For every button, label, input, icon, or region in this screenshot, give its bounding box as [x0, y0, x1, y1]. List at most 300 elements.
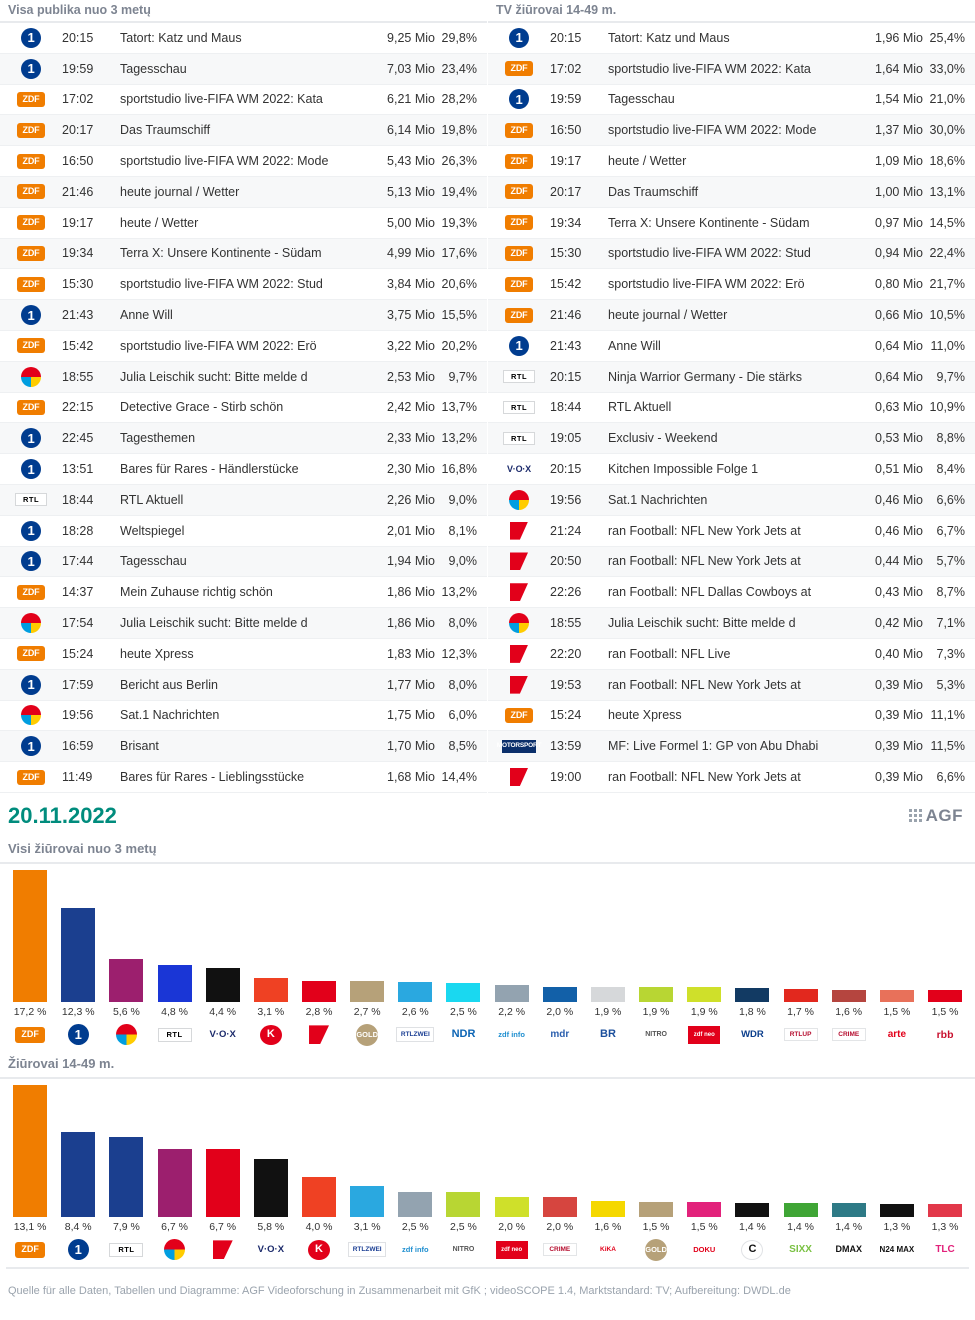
- table-row[interactable]: [488, 393, 975, 424]
- bar: [832, 990, 866, 1002]
- gold-logo-icon: GOLD: [356, 1024, 378, 1046]
- row-viewers: 0,63 Mio: [875, 400, 923, 415]
- ard-logo-icon: 1: [21, 459, 41, 479]
- table-header-all: Visa publika nuo 3 metų: [0, 0, 487, 23]
- row-viewers: 0,39 Mio: [875, 739, 923, 754]
- row-channel-logo: [0, 59, 62, 79]
- bar-slot: [488, 985, 536, 1002]
- table-row[interactable]: [488, 208, 975, 239]
- bar-channel-logo: [54, 1239, 102, 1260]
- table-row[interactable]: [488, 454, 975, 485]
- table-row[interactable]: [488, 608, 975, 639]
- row-program-title: Detective Grace - Stirb schön: [120, 400, 284, 415]
- bar-slot: [343, 981, 391, 1002]
- bar-value-label: 6,7 %: [161, 1220, 188, 1233]
- rtl-logo-icon: RTL: [15, 493, 47, 506]
- row-viewers: 1,94 Mio: [387, 554, 435, 569]
- row-time: 18:28: [62, 523, 94, 538]
- sat1-logo-icon: [164, 1239, 185, 1260]
- table-body-all: [0, 23, 487, 793]
- bar-channel-logo: [247, 1025, 295, 1045]
- bar-value-label: 3,1 %: [257, 1005, 285, 1018]
- row-share: 17,6%: [441, 246, 477, 261]
- table-row[interactable]: [0, 485, 487, 516]
- row-program-title: Tagesschau: [608, 92, 675, 107]
- row-program-title: heute journal / Wetter: [120, 184, 240, 199]
- table-row[interactable]: [0, 701, 487, 732]
- row-viewers: 0,80 Mio: [875, 277, 923, 292]
- row-share: 8,1%: [448, 523, 477, 538]
- row-share: 21,7%: [929, 277, 965, 292]
- bar: [350, 981, 384, 1002]
- table-row[interactable]: [0, 362, 487, 393]
- row-time: 19:56: [550, 492, 582, 507]
- row-program-title: Weltspiegel: [120, 523, 185, 538]
- row-time: 16:50: [62, 154, 94, 169]
- bar: [446, 983, 480, 1002]
- bar-group-all: [6, 870, 969, 1002]
- bar-labels-all: [6, 1002, 969, 1018]
- bar-value-label: 1,9 %: [594, 1005, 622, 1018]
- row-share: 5,3%: [936, 677, 965, 692]
- row-channel-logo: [488, 613, 550, 633]
- row-channel-logo: [0, 367, 62, 387]
- row-channel-logo: [488, 246, 550, 261]
- row-viewers: 0,39 Mio: [875, 708, 923, 723]
- row-time: 22:15: [62, 400, 94, 415]
- rtl-logo-icon: RTL: [503, 401, 535, 414]
- row-viewers: 4,99 Mio: [387, 246, 435, 261]
- ard-logo-icon: 1: [509, 336, 529, 356]
- zdf-logo-icon: ZDF: [505, 215, 533, 230]
- row-time: 21:24: [550, 523, 582, 538]
- table-row[interactable]: [488, 300, 975, 331]
- bar-slot: [199, 968, 247, 1002]
- bar-slot: [102, 1137, 150, 1217]
- zdf-logo-icon: ZDF: [17, 92, 45, 107]
- row-viewers: 0,40 Mio: [875, 646, 923, 661]
- ard-logo-icon: 1: [21, 521, 41, 541]
- table-row[interactable]: [0, 300, 487, 331]
- table-row[interactable]: [0, 54, 487, 85]
- bar-channel-logo: [632, 1028, 680, 1041]
- bar: [639, 987, 673, 1002]
- table-row[interactable]: [488, 639, 975, 670]
- row-program-title: Anne Will: [608, 338, 661, 353]
- bar: [543, 1197, 577, 1217]
- row-viewers: 1,96 Mio: [875, 30, 923, 45]
- table-row[interactable]: [488, 762, 975, 793]
- gold-logo-icon: GOLD: [645, 1239, 667, 1261]
- bar-slot: [391, 982, 439, 1002]
- row-program-title: ran Football: NFL Dallas Cowboys at: [608, 585, 812, 600]
- row-share: 8,7%: [936, 585, 965, 600]
- row-viewers: 0,42 Mio: [875, 616, 923, 631]
- row-time: 19:17: [550, 154, 582, 169]
- row-share: 7,1%: [936, 616, 965, 631]
- row-time: 20:15: [550, 462, 582, 477]
- row-viewers: 0,94 Mio: [875, 246, 923, 261]
- br-logo-icon: BR: [594, 1027, 622, 1043]
- row-channel-logo: [0, 551, 62, 571]
- bar-logos-all: [6, 1018, 969, 1052]
- bar: [206, 1149, 240, 1217]
- bar-value-label: 2,0 %: [546, 1220, 574, 1233]
- row-channel-logo: [488, 676, 550, 694]
- bar-channel-logo: [343, 1242, 391, 1257]
- row-channel-logo: [0, 305, 62, 325]
- table-row[interactable]: [0, 239, 487, 270]
- row-channel-logo: [488, 432, 550, 445]
- zdf-logo-icon: ZDF: [17, 585, 45, 600]
- row-channel-logo: [488, 61, 550, 76]
- row-viewers: 0,43 Mio: [875, 585, 923, 600]
- row-time: 16:50: [550, 123, 582, 138]
- row-share: 13,2%: [441, 585, 477, 600]
- row-share: 6,6%: [936, 492, 965, 507]
- zdf-logo-icon: ZDF: [505, 154, 533, 169]
- ard-logo-icon: 1: [509, 28, 529, 48]
- bar-channel-logo: [536, 1027, 584, 1042]
- bar-channel-logo: [728, 1027, 776, 1042]
- row-channel-logo: [0, 277, 62, 292]
- zdoku-logo-icon: DOKU: [687, 1243, 721, 1257]
- zdf-logo-icon: ZDF: [17, 123, 45, 138]
- bar: [302, 1177, 336, 1217]
- bar-value-label: 1,4 %: [738, 1220, 766, 1233]
- row-time: 18:55: [550, 616, 582, 631]
- bar-channel-logo: [584, 1027, 632, 1043]
- bar-value-label: 1,9 %: [690, 1005, 718, 1018]
- row-channel-logo: [0, 675, 62, 695]
- rtl-logo-icon: RTL: [109, 1243, 143, 1257]
- row-viewers: 1,64 Mio: [875, 61, 923, 76]
- table-row[interactable]: [488, 85, 975, 116]
- row-share: 23,4%: [441, 61, 477, 76]
- rtlup-logo-icon: RTLUP: [784, 1028, 818, 1041]
- row-channel-logo: [0, 215, 62, 230]
- row-share: 9,0%: [448, 554, 477, 569]
- row-time: 11:49: [62, 770, 93, 785]
- row-time: 20:17: [62, 123, 94, 138]
- rbb-logo-icon: rbb: [930, 1027, 960, 1042]
- ard-logo-icon: 1: [21, 305, 41, 325]
- bar: [687, 1202, 721, 1217]
- row-time: 22:45: [62, 431, 94, 446]
- bar-value-label: 2,5 %: [401, 1220, 429, 1233]
- bar: [784, 1203, 818, 1217]
- row-viewers: 3,22 Mio: [387, 338, 435, 353]
- row-channel-logo: [488, 215, 550, 230]
- row-channel-logo: [0, 705, 62, 725]
- row-channel-logo: [488, 490, 550, 510]
- row-viewers: 2,01 Mio: [387, 523, 435, 538]
- table-row[interactable]: [0, 85, 487, 116]
- sport1-logo-icon: MOTORSPORT: [502, 740, 536, 753]
- table-row[interactable]: [488, 23, 975, 54]
- zdf-logo-icon: ZDF: [505, 277, 533, 292]
- row-channel-logo: [0, 154, 62, 169]
- row-viewers: 1,70 Mio: [387, 739, 435, 754]
- bar-value-label: 4,4 %: [209, 1005, 237, 1018]
- row-time: 17:59: [62, 677, 94, 692]
- dmax-logo-icon: DMAX: [832, 1243, 866, 1257]
- bar-channel-logo: [150, 1028, 198, 1042]
- bar-value-label: 13,1 %: [13, 1220, 47, 1233]
- bar: [543, 987, 577, 1002]
- zdfinfo-logo-icon: zdf info: [494, 1027, 530, 1042]
- row-viewers: 1,09 Mio: [875, 154, 923, 169]
- row-viewers: 5,43 Mio: [387, 154, 435, 169]
- nmax-logo-icon: N24 MAX: [879, 1243, 915, 1257]
- row-viewers: 0,51 Mio: [875, 462, 923, 477]
- bar: [687, 987, 721, 1002]
- row-program-title: ran Football: NFL New York Jets at: [608, 677, 801, 692]
- bar-value-label: 1,4 %: [787, 1220, 814, 1233]
- row-program-title: sportstudio live-FIFA WM 2022: Kata: [608, 61, 811, 76]
- bar-channel-logo: [536, 1243, 584, 1256]
- bar-value-label: 1,6 %: [835, 1005, 863, 1018]
- table-row[interactable]: [488, 362, 975, 393]
- bar-channel-logo: [584, 1242, 632, 1257]
- table-row[interactable]: [488, 577, 975, 608]
- bar-value-label: 4,0 %: [305, 1220, 333, 1233]
- row-viewers: 0,44 Mio: [875, 554, 923, 569]
- table-row[interactable]: [0, 208, 487, 239]
- row-share: 14,4%: [441, 770, 477, 785]
- row-viewers: 2,42 Mio: [387, 400, 435, 415]
- bar-value-label: 1,3 %: [883, 1220, 911, 1233]
- table-row[interactable]: [0, 269, 487, 300]
- sat1-logo-icon: [21, 705, 41, 725]
- kika-logo-icon: KiKA: [591, 1242, 625, 1257]
- bar-group-young: [6, 1085, 969, 1217]
- ndr-logo-icon: NDR: [446, 1027, 480, 1043]
- zdf-logo-icon: ZDF: [17, 400, 45, 415]
- bar-slot: [439, 1192, 487, 1217]
- bar-slot: [728, 1203, 776, 1217]
- table-row[interactable]: [488, 516, 975, 547]
- row-channel-logo: [0, 28, 62, 48]
- table-row[interactable]: [0, 577, 487, 608]
- row-channel-logo: [0, 400, 62, 415]
- bar-channel-logo: [873, 1243, 921, 1257]
- row-viewers: 0,46 Mio: [875, 492, 923, 507]
- table-row[interactable]: [0, 393, 487, 424]
- row-program-title: heute Xpress: [120, 646, 194, 661]
- row-channel-logo: [488, 28, 550, 48]
- sixx-logo-icon: SIXX: [785, 1242, 817, 1257]
- bar-channel-logo: [102, 1243, 150, 1257]
- row-viewers: 6,21 Mio: [387, 92, 435, 107]
- row-program-title: Kitchen Impossible Folge 1: [608, 462, 759, 477]
- bar: [784, 989, 818, 1002]
- table-row[interactable]: [0, 639, 487, 670]
- row-viewers: 1,54 Mio: [875, 92, 923, 107]
- row-share: 11,5%: [930, 739, 965, 754]
- bar-value-label: 1,5 %: [883, 1005, 911, 1018]
- table-row[interactable]: [488, 115, 975, 146]
- bar: [302, 981, 336, 1002]
- bar: [639, 1202, 673, 1217]
- row-program-title: Bares für Rares - Lieblingsstücke: [120, 770, 305, 785]
- row-time: 19:34: [550, 215, 582, 230]
- zdf-logo-icon: ZDF: [505, 708, 533, 723]
- pro7-logo-icon: [213, 1240, 233, 1259]
- table-row[interactable]: [488, 239, 975, 270]
- chart-young-viewers: [0, 1079, 975, 1267]
- kabel-logo-icon: K: [308, 1240, 330, 1260]
- table-row[interactable]: [488, 731, 975, 762]
- table-row[interactable]: [0, 516, 487, 547]
- table-row[interactable]: [488, 54, 975, 85]
- row-program-title: Brisant: [120, 739, 159, 754]
- zdf-logo-icon: ZDF: [505, 184, 533, 199]
- row-share: 14,5%: [929, 215, 965, 230]
- row-program-title: sportstudio live-FIFA WM 2022: Mode: [120, 154, 329, 169]
- ard-logo-icon: 1: [68, 1239, 89, 1260]
- table-row[interactable]: [488, 423, 975, 454]
- bar-slot: [102, 959, 150, 1002]
- row-viewers: 0,53 Mio: [875, 431, 923, 446]
- row-viewers: 1,68 Mio: [387, 770, 435, 785]
- row-share: 19,8%: [441, 123, 477, 138]
- row-channel-logo: [488, 277, 550, 292]
- row-program-title: heute / Wetter: [608, 154, 687, 169]
- table-row[interactable]: [488, 670, 975, 701]
- bar-slot: [584, 987, 632, 1002]
- bar-slot: [632, 1202, 680, 1217]
- table-row[interactable]: [0, 547, 487, 578]
- bar: [928, 1204, 962, 1217]
- bar-value-label: 2,6 %: [401, 1005, 429, 1018]
- bar: [398, 1192, 432, 1217]
- bar-value-label: 1,5 %: [642, 1220, 670, 1233]
- row-channel-logo: [488, 401, 550, 414]
- row-channel-logo: [488, 184, 550, 199]
- table-row[interactable]: [0, 762, 487, 793]
- table-row[interactable]: [488, 547, 975, 578]
- row-share: 19,4%: [441, 184, 477, 199]
- bar-channel-logo: [728, 1240, 776, 1260]
- row-time: 20:15: [62, 30, 94, 45]
- table-row[interactable]: [0, 670, 487, 701]
- row-program-title: Terra X: Unsere Kontinente - Südam: [608, 215, 810, 230]
- row-time: 19:34: [62, 246, 94, 261]
- row-viewers: 1,83 Mio: [387, 646, 435, 661]
- row-share: 26,3%: [441, 154, 477, 169]
- row-channel-logo: [488, 583, 550, 601]
- row-program-title: ran Football: NFL New York Jets at: [608, 554, 801, 569]
- row-viewers: 0,64 Mio: [875, 338, 923, 353]
- table-row[interactable]: [0, 454, 487, 485]
- table-row[interactable]: [0, 23, 487, 54]
- row-channel-logo: [0, 338, 62, 353]
- row-time: 19:56: [62, 708, 94, 723]
- table-row[interactable]: [488, 146, 975, 177]
- row-share: 11,1%: [930, 708, 965, 723]
- bar: [832, 1203, 866, 1217]
- row-channel-logo: [0, 493, 62, 506]
- bar-channel-logo: [199, 1240, 247, 1259]
- bar-value-label: 1,8 %: [738, 1005, 766, 1018]
- row-channel-logo: [488, 522, 550, 540]
- table-row[interactable]: [0, 115, 487, 146]
- agf-wordmark: AGF: [925, 805, 963, 825]
- table-row[interactable]: [0, 146, 487, 177]
- row-viewers: 0,39 Mio: [875, 677, 923, 692]
- table-row[interactable]: [0, 731, 487, 762]
- row-program-title: sportstudio live-FIFA WM 2022: Kata: [120, 92, 323, 107]
- bar: [158, 1149, 192, 1217]
- bar: [206, 968, 240, 1002]
- row-time: 15:42: [62, 338, 94, 353]
- row-viewers: 3,75 Mio: [387, 308, 435, 323]
- row-share: 18,6%: [929, 154, 965, 169]
- tlc-logo-icon: TLC: [930, 1242, 960, 1257]
- row-share: 16,8%: [441, 462, 477, 477]
- bar-slot: [199, 1149, 247, 1217]
- bar-value-label: 2,2 %: [498, 1005, 526, 1018]
- table-row[interactable]: [0, 177, 487, 208]
- row-share: 8,8%: [936, 431, 965, 446]
- table-row[interactable]: [0, 423, 487, 454]
- row-program-title: Terra X: Unsere Kontinente - Südam: [120, 246, 322, 261]
- bar-slot: [536, 1197, 584, 1217]
- row-program-title: sportstudio live-FIFA WM 2022: Stud: [120, 277, 323, 292]
- row-viewers: 5,00 Mio: [387, 215, 435, 230]
- row-share: 33,0%: [929, 61, 965, 76]
- row-viewers: 0,46 Mio: [875, 523, 923, 538]
- row-time: 15:30: [62, 277, 94, 292]
- table-row[interactable]: [488, 485, 975, 516]
- bar-slot: [825, 990, 873, 1002]
- bar-slot: [6, 1085, 54, 1217]
- table-row[interactable]: [488, 331, 975, 362]
- bar-channel-logo: [343, 1024, 391, 1046]
- zdf-logo-icon: ZDF: [17, 277, 45, 292]
- bar-slot: [873, 1204, 921, 1217]
- bar: [591, 1201, 625, 1217]
- row-share: 28,2%: [441, 92, 477, 107]
- row-share: 6,0%: [448, 708, 477, 723]
- bar: [109, 959, 143, 1002]
- table-row[interactable]: [488, 269, 975, 300]
- row-share: 6,7%: [936, 523, 965, 538]
- row-time: 20:50: [550, 554, 582, 569]
- row-time: 17:44: [62, 554, 94, 569]
- table-row[interactable]: [488, 177, 975, 208]
- row-time: 19:17: [62, 215, 94, 230]
- table-row[interactable]: [488, 701, 975, 732]
- bar-channel-logo: [6, 1242, 54, 1258]
- row-share: 5,7%: [936, 554, 965, 569]
- row-program-title: Julia Leischik sucht: Bitte melde d: [608, 616, 796, 631]
- bar-slot: [921, 1204, 969, 1217]
- zdf-logo-icon: ZDF: [17, 770, 45, 785]
- table-row[interactable]: [0, 331, 487, 362]
- table-row[interactable]: [0, 608, 487, 639]
- row-program-title: sportstudio live-FIFA WM 2022: Erö: [608, 277, 805, 292]
- row-program-title: Julia Leischik sucht: Bitte melde d: [120, 616, 308, 631]
- row-time: 17:02: [550, 61, 582, 76]
- bar-channel-logo: [777, 1242, 825, 1257]
- row-share: 9,7%: [448, 369, 477, 384]
- bar-slot: [632, 987, 680, 1002]
- row-channel-logo: [0, 613, 62, 633]
- row-program-title: ran Football: NFL New York Jets at: [608, 523, 801, 538]
- row-viewers: 2,33 Mio: [387, 431, 435, 446]
